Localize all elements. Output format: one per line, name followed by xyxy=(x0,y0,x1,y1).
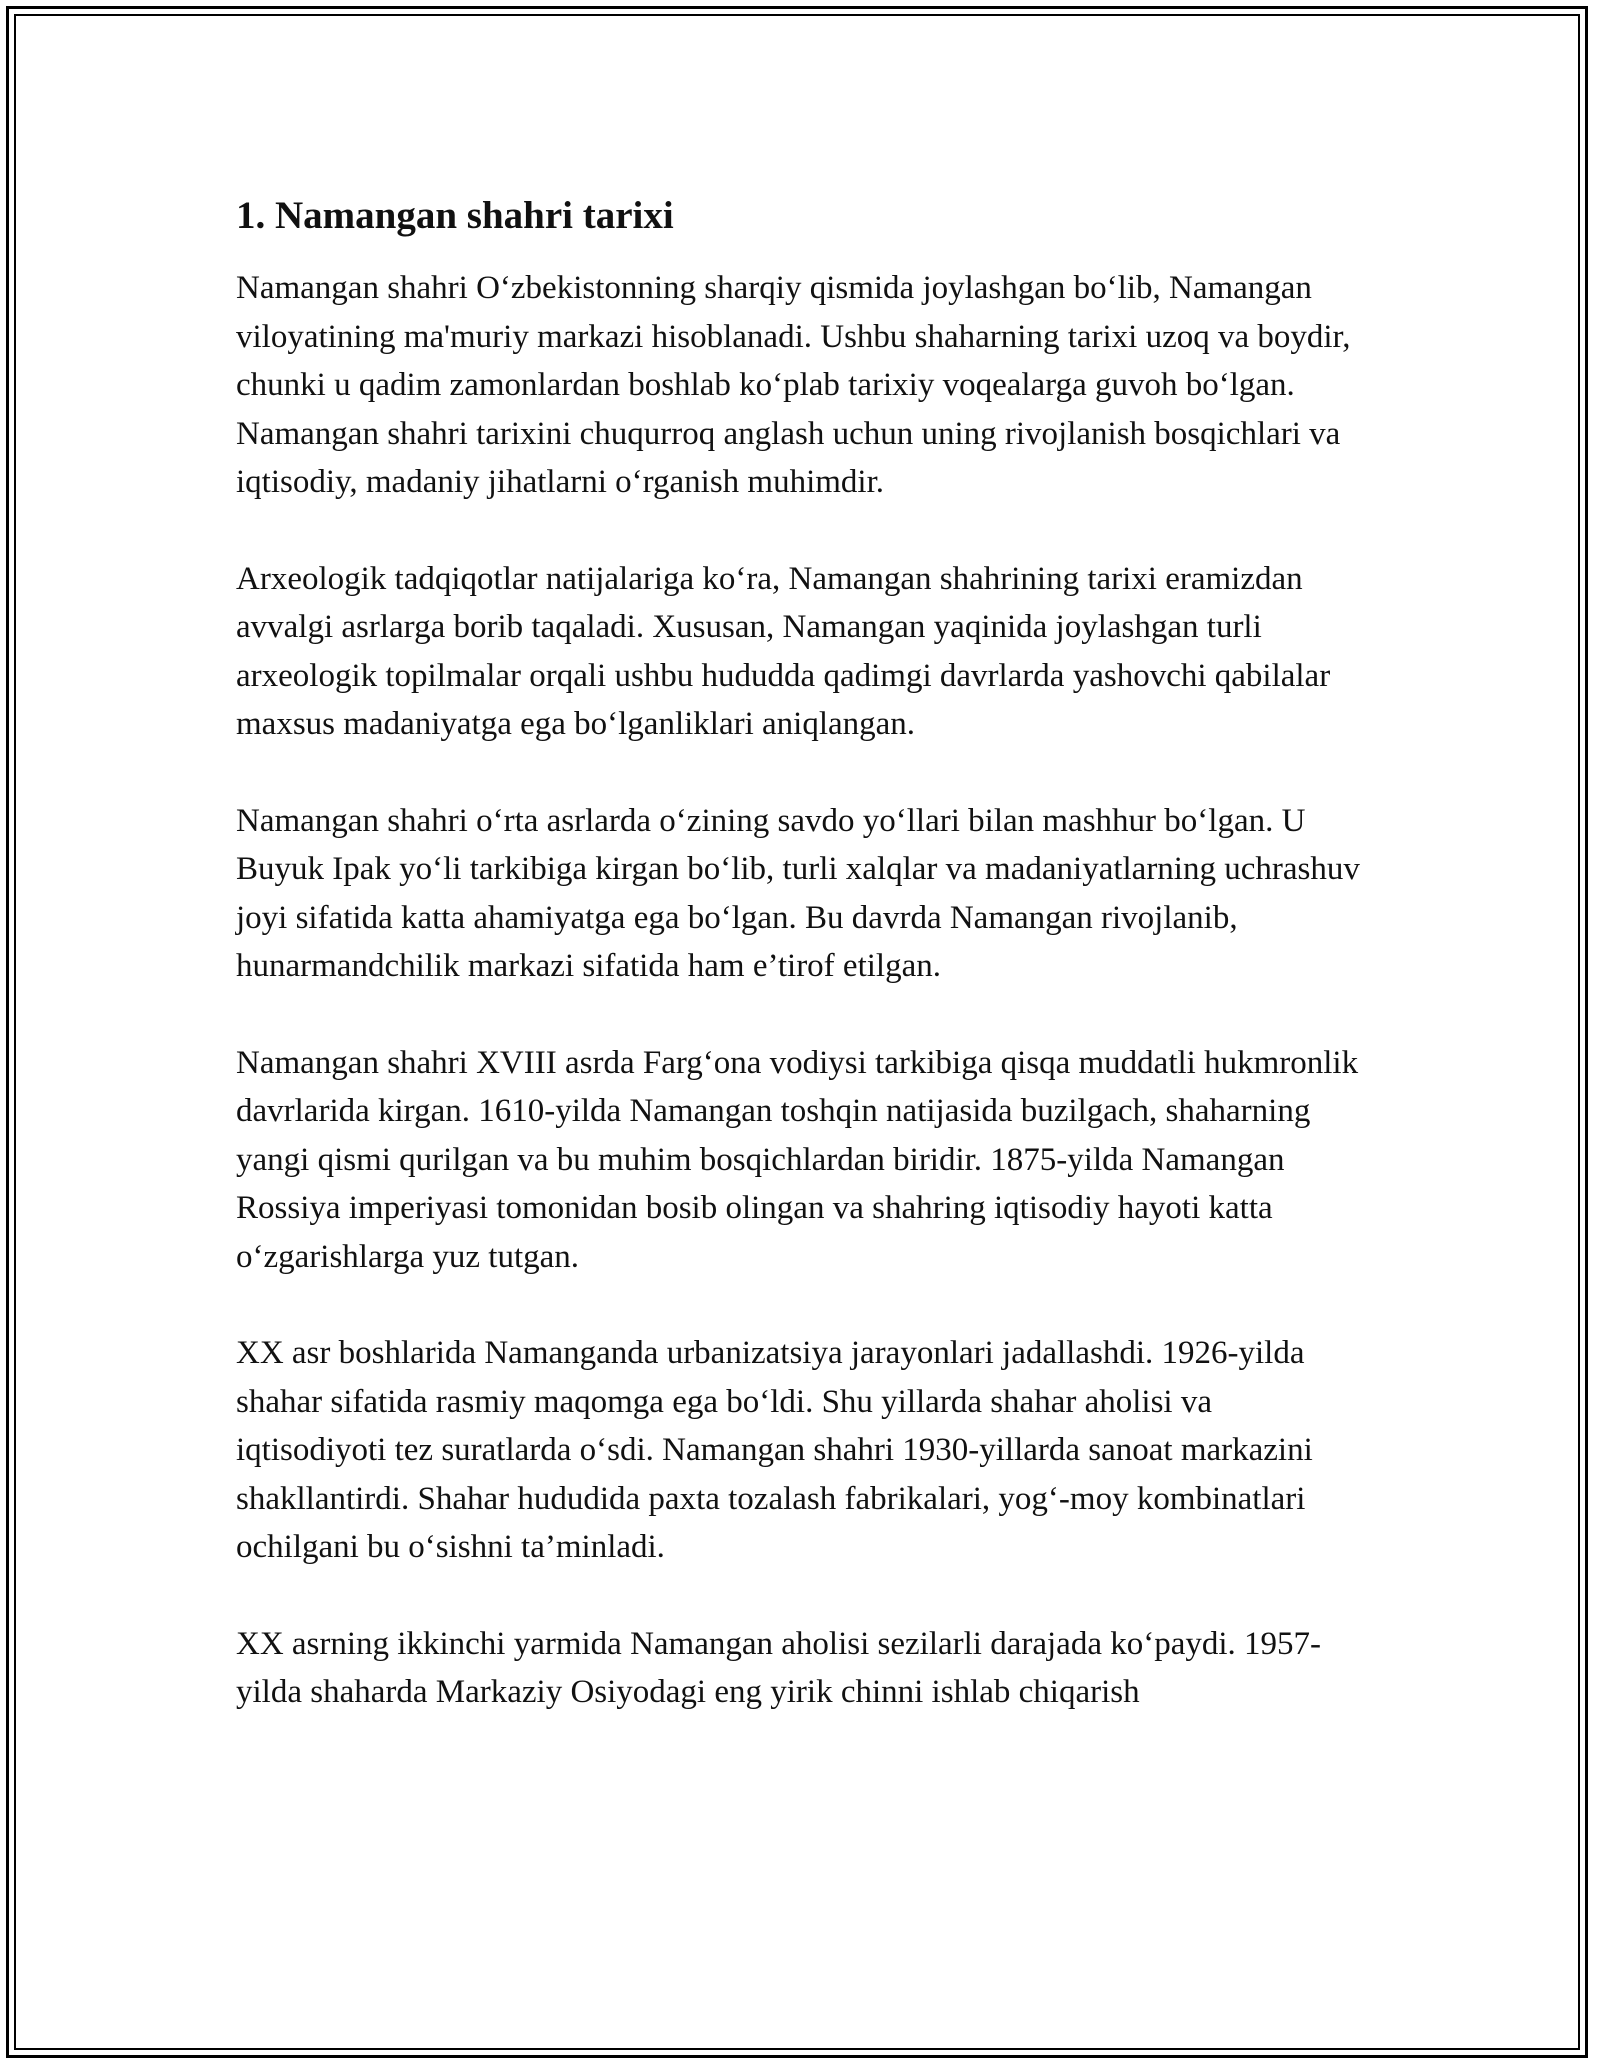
paragraph-20th-century-late: XX asrning ikkinchi yarmida Namangan aholisi sezilarli darajada ko‘paydi. 1957-yilda shaharda Markaziy Osiyodagi eng yirik chinni ishlab chiqarish xyxy=(236,1625,1322,1710)
paragraph-20th-century-early: XX asr boshlarida Namanganda urbanizatsiya jarayonlari jadallashdi. 1926-yilda shahar sifatida rasmiy maqomga ega bo‘ldi. Shu yillarda shahar aholisi va iqtisodiyoti tez suratlarda o‘sdi. Namangan shahri 1930-yillarda sanoat markazini shakllantirdi. Shahar hududida paxta tozalash fabrikalari, yog‘-moy kombinatlari ochilgani bu o‘sishni ta’minladi. xyxy=(236,1335,1313,1565)
paragraph-18th-century: Namangan shahri XVIII asrda Farg‘ona vodiysi tarkibiga qisqa muddatli hukmronlik davrlarida kirgan. 1610-yilda Namangan toshqin natijasida buzilgach, shaharning yangi qismi qurilgan va bu muhim bosqichlardan biridir. 1875-yilda Namangan Rossiya imperiyasi tomonidan bosib olingan va shahring iqtisodiy hayoti katta o‘zgarishlarga yuz tutgan. xyxy=(236,1044,1359,1275)
paragraph-middle-ages: Namangan shahri o‘rta asrlarda o‘zining savdo yo‘llari bilan mashhur bo‘lgan. U Buyuk Ipak yo‘li tarkibiga kirgan bo‘lib, turli xalqlar va madaniyatlarning uchrashuv joyi sifatida katta ahamiyatga ega bo‘lgan. Bu davrda Namangan rivojlanib, hunarmandchilik markazi sifatida ham e’tirof etilgan. xyxy=(236,802,1360,984)
section-heading: 1. Namangan shahri tarixi xyxy=(236,194,674,237)
paragraph-intro: Namangan shahri O‘zbekistonning sharqiy qismida joylashgan bo‘lib, Namangan viloyatining ma'muriy markazi hisoblanadi. Ushbu shaharning tarixi uzoq va boydir, chunki u qadim zamonlardan boshlab ko‘plab tarixiy voqealarga guvoh bo‘lgan. Namangan shahri tarixini chuqurroq anglash uchun uning rivojlanish bosqichlari va iqtisodiy, madaniy jihatlarni o‘rganish muhimdir. xyxy=(236,270,1351,500)
paragraph-archaeology: Arxeologik tadqiqotlar natijalariga ko‘ra, Namangan shahrining tarixi eramizdan avvalgi asrlarga borib taqaladi. Xususan, Namangan yaqinida joylashgan turli arxeologik topilmalar orqali ushbu hududda qadimgi davrlarda yashovchi qabilalar maxsus madaniyatga ega bo‘lganliklari aniqlangan. xyxy=(236,560,1331,742)
document-body xyxy=(236,180,1366,1765)
